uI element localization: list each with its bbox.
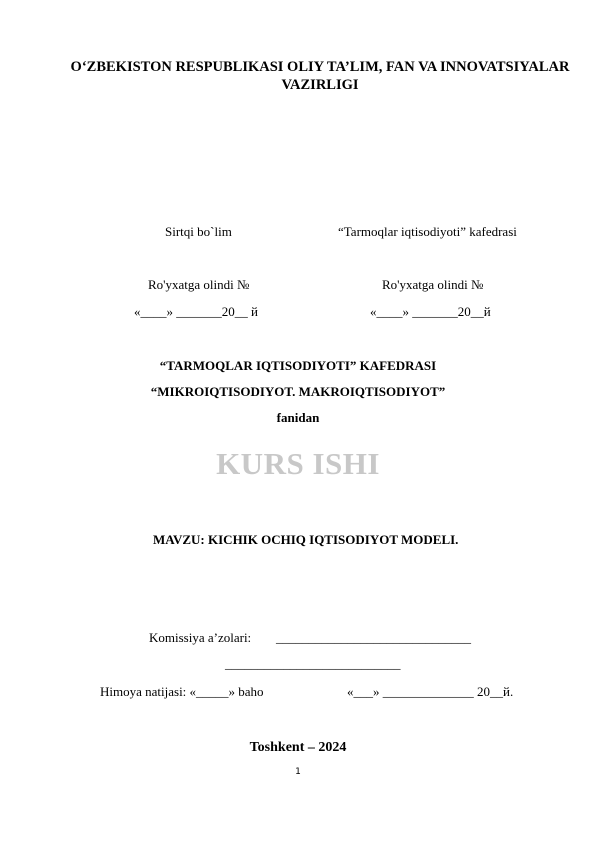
left-date: «____» _______20__ й bbox=[134, 304, 258, 319]
right-date: «____» _______20__й bbox=[370, 304, 491, 319]
fanidan-label: fanidan bbox=[276, 410, 320, 425]
topic-title: MAVZU: KICHIK OCHIQ IQTISODIYOT MODELI. bbox=[153, 532, 459, 547]
right-registration: Ro'yxatga olindi № bbox=[382, 277, 484, 292]
ministry-title: O‘ZBEKISTON RESPUBLIKASI OLIY TA’LIM, FAN VA INNOVATSIYALAR VAZIRLIGI bbox=[70, 59, 570, 93]
work-type-heading: KURS ISHI bbox=[216, 446, 380, 481]
defense-result: Himoya natijasi: «_____» baho bbox=[100, 684, 264, 699]
page-number: 1 bbox=[295, 767, 301, 777]
commission-signature-line-2: ___________________________ bbox=[225, 656, 401, 671]
left-registration: Ro'yxatga olindi № bbox=[148, 277, 250, 292]
left-department: Sirtqi bo`lim bbox=[165, 224, 232, 239]
defense-date: «___» ______________ 20__й. bbox=[347, 684, 514, 699]
city-year: Toshkent – 2024 bbox=[249, 740, 347, 755]
commission-label: Komissiya a’zolari: bbox=[149, 630, 252, 645]
subject-title: “MIKROIQTISODIYOT. MAKROIQTISODIYOT” bbox=[150, 384, 446, 399]
commission-signature-line-1: ______________________________ bbox=[276, 630, 471, 645]
right-department: “Tarmoqlar iqtisodiyoti” kafedrasi bbox=[338, 224, 517, 239]
kafedra-title: “TARMOQLAR IQTISODIYOTI” KAFEDRASI bbox=[159, 358, 437, 373]
